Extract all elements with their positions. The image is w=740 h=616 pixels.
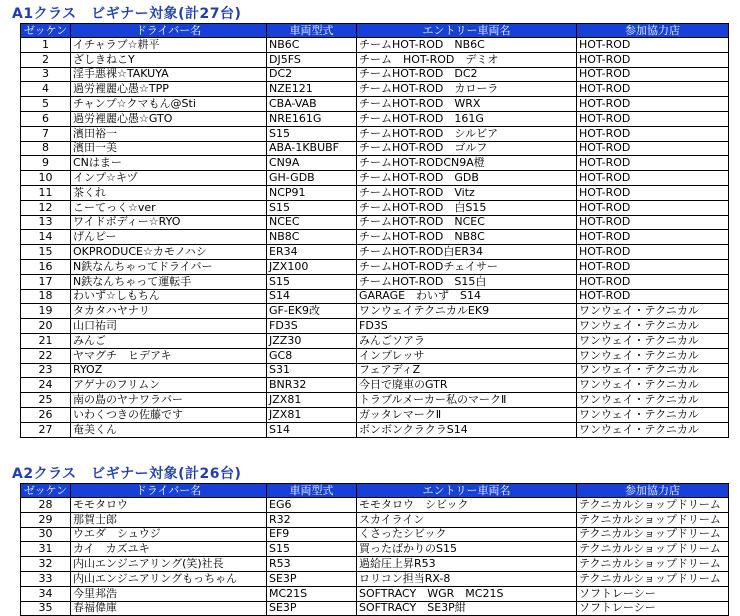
cell-entry-vehicle-name: チームHOT-ROD S15白 — [357, 274, 577, 289]
cell-vehicle-model: S15 — [267, 274, 357, 289]
cell-driver-name: 濱田一美 — [71, 141, 267, 156]
cell-entry-vehicle-name: インプレッサ — [357, 348, 577, 363]
cell-entry-vehicle-name: チームHOT-ROD DC2 — [357, 67, 577, 82]
cell-entry-vehicle-name: GARAGE わいず S14 — [357, 289, 577, 304]
cell-vehicle-model: BNR32 — [267, 378, 357, 393]
table-row — [21, 185, 729, 200]
cell-zekken: 29 — [21, 512, 71, 527]
cell-zekken: 20 — [21, 319, 71, 334]
cell-zekken: 6 — [21, 111, 71, 126]
cell-vehicle-model: ABA-1KBUBF — [267, 141, 357, 156]
cell-entry-vehicle-name: FD3S — [357, 319, 577, 334]
cell-vehicle-model: R53 — [267, 557, 357, 572]
cell-entry-vehicle-name: チームHOT-RODチェイサー — [357, 259, 577, 274]
table-row — [21, 259, 729, 274]
cell-zekken: 27 — [21, 422, 71, 437]
cell-vehicle-model: NCP91 — [267, 185, 357, 200]
cell-driver-name: 内山エンジニアリング(笑)社長 — [71, 557, 267, 572]
cell-zekken: 13 — [21, 215, 71, 230]
cell-vehicle-model: DJ5FS — [267, 52, 357, 67]
cell-vehicle-model: NRE161G — [267, 111, 357, 126]
cell-vehicle-model: CBA-VAB — [267, 97, 357, 112]
cell-partner-shop: テクニカルショップドリーム — [577, 512, 729, 527]
cell-entry-vehicle-name: くさったシビック — [357, 527, 577, 542]
cell-driver-name: インプ☆キヅ — [71, 171, 267, 186]
cell-entry-vehicle-name: チームHOT-ROD GDB — [357, 171, 577, 186]
cell-entry-vehicle-name: ボンボンクラクラS14 — [357, 422, 577, 437]
cell-partner-shop: ワンウェイ・テクニカル — [577, 378, 729, 393]
cell-driver-name: いわくつきの佐藤です — [71, 407, 267, 422]
cell-zekken: 33 — [21, 571, 71, 586]
table-row — [21, 245, 729, 260]
cell-vehicle-model: NCEC — [267, 215, 357, 230]
cell-entry-vehicle-name: チームHOT-ROD 161G — [357, 111, 577, 126]
cell-entry-vehicle-name: スカイライン — [357, 512, 577, 527]
table-row — [21, 67, 729, 82]
entry-table-a2 — [20, 483, 729, 616]
cell-entry-vehicle-name: チームHOT-ROD NB6C — [357, 38, 577, 53]
cell-partner-shop: HOT-ROD — [577, 274, 729, 289]
cell-entry-vehicle-name: チームHOT-RODCN9A橙 — [357, 156, 577, 171]
cell-partner-shop: ワンウェイ・テクニカル — [577, 319, 729, 334]
cell-zekken: 3 — [21, 67, 71, 82]
cell-partner-shop: HOT-ROD — [577, 97, 729, 112]
table-row — [21, 82, 729, 97]
cell-driver-name: げんピー — [71, 230, 267, 245]
table-row — [21, 52, 729, 67]
cell-entry-vehicle-name: チームHOT-ROD NB8C — [357, 230, 577, 245]
header-vehicle-model: 車両型式 — [267, 24, 357, 38]
cell-vehicle-model: EG6 — [267, 498, 357, 513]
table-row — [21, 304, 729, 319]
cell-entry-vehicle-name: チーム HOT-ROD デミオ — [357, 52, 577, 67]
cell-zekken: 22 — [21, 348, 71, 363]
cell-zekken: 19 — [21, 304, 71, 319]
cell-driver-name: カイ カズユキ — [71, 542, 267, 557]
cell-partner-shop: HOT-ROD — [577, 245, 729, 260]
cell-partner-shop: HOT-ROD — [577, 38, 729, 53]
table-row — [21, 363, 729, 378]
table-row — [21, 38, 729, 53]
cell-driver-name: チャンプ☆クマもん@Sti — [71, 97, 267, 112]
cell-entry-vehicle-name: ガッタレマークⅡ — [357, 407, 577, 422]
table-row — [21, 571, 729, 586]
table-row — [21, 289, 729, 304]
cell-partner-shop: HOT-ROD — [577, 52, 729, 67]
cell-entry-vehicle-name: チームHOT-ROD Vitz — [357, 185, 577, 200]
header-zekken: ゼッケン — [21, 484, 71, 498]
table-row — [21, 319, 729, 334]
cell-entry-vehicle-name: ロリコン担当RX-8 — [357, 571, 577, 586]
cell-driver-name: ざしきねこY — [71, 52, 267, 67]
cell-entry-vehicle-name: チームHOT-ROD WRX — [357, 97, 577, 112]
cell-driver-name: ワイドボディー☆RYO — [71, 215, 267, 230]
cell-partner-shop: HOT-ROD — [577, 156, 729, 171]
cell-driver-name: 那賀士郎 — [71, 512, 267, 527]
cell-partner-shop: HOT-ROD — [577, 126, 729, 141]
table-row — [21, 393, 729, 408]
cell-entry-vehicle-name: 過給圧上昇R53 — [357, 557, 577, 572]
cell-driver-name: N鉄なんちゃってドライバー — [71, 259, 267, 274]
cell-partner-shop: HOT-ROD — [577, 230, 729, 245]
cell-vehicle-model: NB6C — [267, 38, 357, 53]
cell-partner-shop: テクニカルショップドリーム — [577, 571, 729, 586]
cell-entry-vehicle-name: トラブルメーカー私のマークⅡ — [357, 393, 577, 408]
cell-driver-name: 濱田裕一 — [71, 126, 267, 141]
header-vehicle-model: 車両型式 — [267, 484, 357, 498]
table-row — [21, 200, 729, 215]
cell-partner-shop: HOT-ROD — [577, 215, 729, 230]
cell-zekken: 14 — [21, 230, 71, 245]
table-row — [21, 498, 729, 513]
table-row — [21, 422, 729, 437]
cell-zekken: 15 — [21, 245, 71, 260]
cell-zekken: 28 — [21, 498, 71, 513]
table-row — [21, 407, 729, 422]
cell-driver-name: 春福偉庫 — [71, 601, 267, 616]
cell-entry-vehicle-name: チームHOT-ROD カローラ — [357, 82, 577, 97]
cell-entry-vehicle-name: 今日で廃車のGTR — [357, 378, 577, 393]
cell-zekken: 17 — [21, 274, 71, 289]
cell-driver-name: タカタハヤナリ — [71, 304, 267, 319]
cell-zekken: 4 — [21, 82, 71, 97]
cell-driver-name: N鉄なんちゃって運転手 — [71, 274, 267, 289]
cell-driver-name: 今里邦浩 — [71, 586, 267, 601]
cell-zekken: 16 — [21, 259, 71, 274]
cell-entry-vehicle-name: チームHOT-ROD白ER34 — [357, 245, 577, 260]
cell-zekken: 10 — [21, 171, 71, 186]
cell-driver-name: 山口祐司 — [71, 319, 267, 334]
table-row — [21, 141, 729, 156]
header-entry-vehicle-name: エントリー車両名 — [357, 484, 577, 498]
cell-partner-shop: HOT-ROD — [577, 111, 729, 126]
header-partner-shop: 参加協力店 — [577, 484, 729, 498]
cell-driver-name: 過労裡麗心愚☆GTO — [71, 111, 267, 126]
cell-partner-shop: HOT-ROD — [577, 171, 729, 186]
cell-partner-shop: HOT-ROD — [577, 82, 729, 97]
table-row — [21, 601, 729, 616]
cell-zekken: 35 — [21, 601, 71, 616]
cell-partner-shop: ワンウェイ・テクニカル — [577, 422, 729, 437]
cell-entry-vehicle-name: モモタロウ シビック — [357, 498, 577, 513]
cell-vehicle-model: S15 — [267, 200, 357, 215]
cell-zekken: 30 — [21, 527, 71, 542]
cell-entry-vehicle-name: 買ったばかりのS15 — [357, 542, 577, 557]
cell-driver-name: みんご — [71, 333, 267, 348]
cell-zekken: 7 — [21, 126, 71, 141]
cell-driver-name: 南の島のヤナワラバー — [71, 393, 267, 408]
cell-partner-shop: テクニカルショップドリーム — [577, 527, 729, 542]
cell-partner-shop: テクニカルショップドリーム — [577, 557, 729, 572]
cell-vehicle-model: JZX81 — [267, 407, 357, 422]
cell-partner-shop: ワンウェイ・テクニカル — [577, 393, 729, 408]
cell-partner-shop: ワンウェイ・テクニカル — [577, 348, 729, 363]
cell-zekken: 5 — [21, 97, 71, 112]
cell-driver-name: こーてっく☆ver — [71, 200, 267, 215]
cell-entry-vehicle-name: チームHOT-ROD 白S15 — [357, 200, 577, 215]
cell-vehicle-model: S14 — [267, 289, 357, 304]
cell-vehicle-model: JZX100 — [267, 259, 357, 274]
header-zekken: ゼッケン — [21, 24, 71, 38]
cell-vehicle-model: S15 — [267, 542, 357, 557]
cell-vehicle-model: NZE121 — [267, 82, 357, 97]
cell-partner-shop: ワンウェイ・テクニカル — [577, 363, 729, 378]
cell-partner-shop: HOT-ROD — [577, 259, 729, 274]
cell-driver-name: OKPRODUCE☆カモノハシ — [71, 245, 267, 260]
cell-vehicle-model: JZZ30 — [267, 333, 357, 348]
cell-vehicle-model: CN9A — [267, 156, 357, 171]
cell-entry-vehicle-name: みんごソアラ — [357, 333, 577, 348]
cell-partner-shop: HOT-ROD — [577, 67, 729, 82]
table-row — [21, 230, 729, 245]
cell-driver-name: RYOZ — [71, 363, 267, 378]
cell-zekken: 34 — [21, 586, 71, 601]
table-row — [21, 274, 729, 289]
cell-zekken: 24 — [21, 378, 71, 393]
cell-zekken: 11 — [21, 185, 71, 200]
header-driver-name: ドライバー名 — [71, 24, 267, 38]
entry-table-a1 — [20, 23, 729, 438]
table-row — [21, 126, 729, 141]
table-row — [21, 156, 729, 171]
table-row — [21, 542, 729, 557]
cell-driver-name: モモタロウ — [71, 498, 267, 513]
cell-entry-vehicle-name: SOFTRACY SE3P紺 — [357, 601, 577, 616]
cell-partner-shop: HOT-ROD — [577, 200, 729, 215]
cell-entry-vehicle-name: チームHOT-ROD ゴルフ — [357, 141, 577, 156]
cell-vehicle-model: DC2 — [267, 67, 357, 82]
cell-zekken: 12 — [21, 200, 71, 215]
cell-vehicle-model: R32 — [267, 512, 357, 527]
cell-partner-shop: ソフトレーシー — [577, 586, 729, 601]
cell-zekken: 18 — [21, 289, 71, 304]
table-row — [21, 378, 729, 393]
cell-partner-shop: HOT-ROD — [577, 289, 729, 304]
cell-vehicle-model: JZX81 — [267, 393, 357, 408]
cell-zekken: 9 — [21, 156, 71, 171]
cell-entry-vehicle-name: ワンウェイテクニカルEK9 — [357, 304, 577, 319]
cell-driver-name: 過労裡麗心愚☆TPP — [71, 82, 267, 97]
cell-partner-shop: テクニカルショップドリーム — [577, 498, 729, 513]
cell-driver-name: 奄美くん — [71, 422, 267, 437]
cell-partner-shop: HOT-ROD — [577, 185, 729, 200]
table-row — [21, 557, 729, 572]
cell-partner-shop: ワンウェイ・テクニカル — [577, 304, 729, 319]
table-row — [21, 215, 729, 230]
cell-partner-shop: HOT-ROD — [577, 141, 729, 156]
cell-vehicle-model: S14 — [267, 422, 357, 437]
cell-entry-vehicle-name: チームHOT-ROD シルビア — [357, 126, 577, 141]
cell-vehicle-model: S31 — [267, 363, 357, 378]
cell-driver-name: 茶くれ — [71, 185, 267, 200]
cell-zekken: 21 — [21, 333, 71, 348]
cell-entry-vehicle-name: チームHOT-ROD NCEC — [357, 215, 577, 230]
cell-partner-shop: ワンウェイ・テクニカル — [577, 407, 729, 422]
table-row — [21, 586, 729, 601]
cell-zekken: 32 — [21, 557, 71, 572]
cell-vehicle-model: GC8 — [267, 348, 357, 363]
cell-entry-vehicle-name: SOFTRACY WGR MC21S — [357, 586, 577, 601]
table-row — [21, 512, 729, 527]
cell-vehicle-model: FD3S — [267, 319, 357, 334]
table-row — [21, 527, 729, 542]
cell-partner-shop: ワンウェイ・テクニカル — [577, 333, 729, 348]
cell-zekken: 1 — [21, 38, 71, 53]
section-title-a2: A2クラス ビギナー対象(計26台) — [12, 466, 242, 482]
cell-driver-name: 内山エンジニアリングもっちゃん — [71, 571, 267, 586]
cell-vehicle-model: EF9 — [267, 527, 357, 542]
cell-vehicle-model: S15 — [267, 126, 357, 141]
cell-vehicle-model: MC21S — [267, 586, 357, 601]
cell-driver-name: ウエダ シュウジ — [71, 527, 267, 542]
cell-driver-name: ヤマグチ ヒデアキ — [71, 348, 267, 363]
cell-driver-name: CNはまー — [71, 156, 267, 171]
cell-driver-name: アゲナのフリムン — [71, 378, 267, 393]
cell-partner-shop: テクニカルショップドリーム — [577, 542, 729, 557]
cell-vehicle-model: SE3P — [267, 571, 357, 586]
table-row — [21, 171, 729, 186]
cell-zekken: 26 — [21, 407, 71, 422]
header-partner-shop: 参加協力店 — [577, 24, 729, 38]
table-row — [21, 348, 729, 363]
cell-zekken: 23 — [21, 363, 71, 378]
cell-driver-name: わいず☆しもちん — [71, 289, 267, 304]
cell-vehicle-model: GH-GDB — [267, 171, 357, 186]
cell-zekken: 31 — [21, 542, 71, 557]
cell-zekken: 25 — [21, 393, 71, 408]
table-row — [21, 111, 729, 126]
cell-driver-name: イチャラブ☆耕平 — [71, 38, 267, 53]
cell-vehicle-model: SE3P — [267, 601, 357, 616]
cell-entry-vehicle-name: フェアディZ — [357, 363, 577, 378]
cell-driver-name: 淫手悪裸☆TAKUYA — [71, 67, 267, 82]
cell-zekken: 8 — [21, 141, 71, 156]
header-entry-vehicle-name: エントリー車両名 — [357, 24, 577, 38]
table-row — [21, 333, 729, 348]
cell-vehicle-model: NB8C — [267, 230, 357, 245]
table-row — [21, 97, 729, 112]
header-driver-name: ドライバー名 — [71, 484, 267, 498]
cell-partner-shop: ソフトレーシー — [577, 601, 729, 616]
cell-zekken: 2 — [21, 52, 71, 67]
cell-vehicle-model: ER34 — [267, 245, 357, 260]
cell-vehicle-model: GF-EK9改 — [267, 304, 357, 319]
section-title-a1: A1クラス ビギナー対象(計27台) — [12, 6, 242, 22]
